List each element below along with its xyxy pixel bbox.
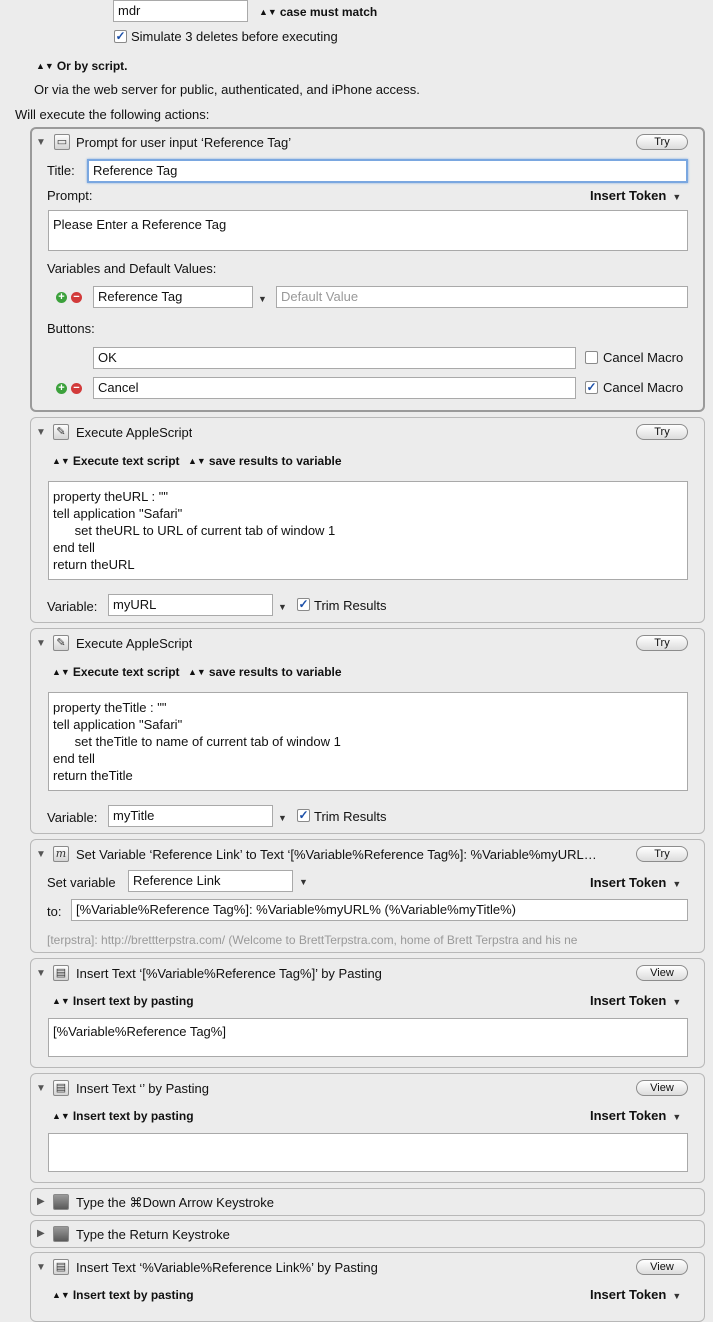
web-server-text: Or via the web server for public, authenticated, and iPhone access. xyxy=(34,82,420,97)
clipboard-icon: ▤ xyxy=(53,1080,69,1096)
view-button[interactable]: View xyxy=(636,965,688,981)
prompt-textarea[interactable]: Please Enter a Reference Tag xyxy=(48,210,688,251)
script-icon: ✎ xyxy=(53,424,69,440)
results-label: save results to variable xyxy=(208,665,342,679)
type-return-action[interactable] xyxy=(30,1220,705,1248)
chevron-down-icon: ▼ xyxy=(672,879,682,889)
title-label: Title: xyxy=(47,163,75,178)
set-variable-action[interactable] xyxy=(30,839,705,953)
title-field[interactable]: Reference Tag xyxy=(87,159,688,183)
disclosure-triangle-icon[interactable]: ▼ xyxy=(36,1083,46,1094)
or-by-script-popup[interactable]: ▲▼ Or by script. xyxy=(36,59,128,73)
results-label: save results to variable xyxy=(208,454,342,468)
disclosure-triangle-collapsed-icon[interactable]: ▶ xyxy=(37,1228,45,1239)
default-value-field[interactable]: Default Value xyxy=(276,286,688,308)
chevron-down-icon: ▼ xyxy=(672,192,682,202)
variable-menu-chevron-icon[interactable]: ▼ xyxy=(278,813,287,823)
action-title: Type the Return Keystroke xyxy=(76,1227,230,1242)
variable-label: Variable: xyxy=(47,810,98,825)
execute-applescript-url-action[interactable] xyxy=(30,417,705,623)
insert-mode-label: Insert text by pasting xyxy=(72,994,194,1008)
trim-results-checkbox[interactable]: ✓ xyxy=(298,597,309,611)
insert-token-label: Insert Token xyxy=(590,188,667,203)
variable-icon: m xyxy=(53,846,69,862)
ok-cancel-macro-checkbox[interactable] xyxy=(585,351,598,364)
prompt-label: Prompt: xyxy=(47,188,93,203)
action-title: Type the ⌘Down Arrow Keystroke xyxy=(76,1195,274,1210)
add-button-icon[interactable]: + xyxy=(56,383,67,394)
try-button[interactable]: Try xyxy=(636,134,688,150)
disclosure-triangle-icon[interactable]: ▼ xyxy=(36,849,46,860)
ok-cancel-macro-label: Cancel Macro xyxy=(603,350,684,365)
script-icon: ✎ xyxy=(53,635,69,651)
insert-token-menu[interactable] xyxy=(590,1287,681,1302)
action-title: Insert Text ‘[%Variable%Reference Tag%]’ by Pasting xyxy=(76,966,382,981)
disclosure-triangle-icon[interactable]: ▼ xyxy=(36,968,46,979)
simulate-deletes-label: Simulate 3 deletes before executing xyxy=(131,29,338,44)
variable-menu-chevron-icon[interactable]: ▼ xyxy=(299,877,308,887)
script-mode-label: Execute text script xyxy=(72,454,180,468)
or-by-script-label: Or by script. xyxy=(56,59,128,73)
insert-token-label: Insert Token xyxy=(590,993,667,1008)
keyboard-icon xyxy=(53,1194,69,1210)
chevron-down-icon: ▼ xyxy=(672,997,682,1007)
variable-menu-chevron-icon[interactable]: ▼ xyxy=(278,602,287,612)
variable-field[interactable]: myTitle xyxy=(108,805,273,827)
buttons-label: Buttons: xyxy=(47,321,95,336)
remove-button-icon[interactable]: − xyxy=(71,383,82,394)
insert-token-label: Insert Token xyxy=(590,1287,667,1302)
button-cancel-field[interactable]: Cancel xyxy=(93,377,576,399)
insert-textarea[interactable]: [%Variable%Reference Tag%] xyxy=(48,1018,688,1057)
window-icon: ▭ xyxy=(54,134,70,150)
try-button[interactable]: Try xyxy=(636,424,688,440)
view-button[interactable]: View xyxy=(636,1080,688,1096)
cancel-cancel-macro-checkbox[interactable]: ✓ xyxy=(586,380,597,394)
insert-text-empty-action[interactable] xyxy=(30,1073,705,1183)
case-match-popup[interactable]: ▲▼ case must match xyxy=(259,5,378,19)
insert-mode-label: Insert text by pasting xyxy=(72,1288,194,1302)
case-match-label: case must match xyxy=(279,5,378,19)
chevron-down-icon: ▼ xyxy=(672,1291,682,1301)
insert-mode-popup[interactable]: ▲▼ Insert text by pasting xyxy=(52,994,194,1008)
remove-variable-icon[interactable]: − xyxy=(71,292,82,303)
clipboard-icon: ▤ xyxy=(53,965,69,981)
insert-token-menu[interactable] xyxy=(590,993,681,1008)
insert-token-label: Insert Token xyxy=(590,1108,667,1123)
insert-mode-popup[interactable]: ▲▼ Insert text by pasting xyxy=(52,1109,194,1123)
try-button[interactable]: Try xyxy=(636,846,688,862)
trim-results-label: Trim Results xyxy=(314,809,387,824)
to-text-field[interactable]: [%Variable%Reference Tag%]: %Variable%myURL% (%Variable%myTitle%) xyxy=(71,899,688,921)
add-variable-icon[interactable]: + xyxy=(56,292,67,303)
variable-label: Variable: xyxy=(47,599,98,614)
set-variable-field[interactable]: Reference Link xyxy=(128,870,293,892)
action-title: Insert Text ‘’ by Pasting xyxy=(76,1081,209,1096)
insert-token-menu[interactable] xyxy=(590,188,681,203)
to-label: to: xyxy=(47,904,62,919)
insert-mode-label: Insert text by pasting xyxy=(72,1109,194,1123)
button-ok-field[interactable]: OK xyxy=(93,347,576,369)
insert-token-menu[interactable] xyxy=(590,875,681,890)
view-button[interactable]: View xyxy=(636,1259,688,1275)
variable-field[interactable]: myURL xyxy=(108,594,273,616)
cancel-cancel-macro-label: Cancel Macro xyxy=(603,380,684,395)
keyboard-icon xyxy=(53,1226,69,1242)
try-button[interactable]: Try xyxy=(636,635,688,651)
will-execute-heading: Will execute the following actions: xyxy=(15,107,210,122)
simulate-deletes-checkbox[interactable]: ✓ xyxy=(115,29,126,43)
prompt-user-input-action[interactable] xyxy=(30,127,705,412)
type-down-arrow-action[interactable] xyxy=(30,1188,705,1216)
action-title: Execute AppleScript xyxy=(76,636,193,651)
action-title: Set Variable ‘Reference Link’ to Text ‘[%Variable%Reference Tag%]: %Variable%myURL… xyxy=(76,847,597,862)
trim-results-label: Trim Results xyxy=(314,598,387,613)
action-title: Prompt for user input ‘Reference Tag’ xyxy=(76,135,292,150)
script-textarea[interactable]: property theURL : "" tell application "Safari" set theURL to URL of current tab of window 1 end tell return theURL xyxy=(48,481,688,580)
disclosure-triangle-icon[interactable]: ▼ xyxy=(36,1262,46,1273)
chevron-down-icon: ▼ xyxy=(672,1112,682,1122)
preview-text: [terpstra]: http://brettterpstra.com/ (Welcome to BrettTerpstra.com, home of Brett Terpstra and his ne xyxy=(47,933,578,947)
script-mode-popup[interactable]: ▲▼ Execute text script xyxy=(52,665,180,679)
disclosure-triangle-icon[interactable]: ▼ xyxy=(36,137,46,148)
trim-results-checkbox[interactable]: ✓ xyxy=(298,808,309,822)
script-mode-popup[interactable]: ▲▼ Execute text script xyxy=(52,454,180,468)
disclosure-triangle-icon[interactable]: ▼ xyxy=(36,638,46,649)
insert-token-menu[interactable] xyxy=(590,1108,681,1123)
insert-token-label: Insert Token xyxy=(590,875,667,890)
action-title: Insert Text ‘%Variable%Reference Link%’ by Pasting xyxy=(76,1260,378,1275)
script-textarea[interactable]: property theTitle : "" tell application "Safari" set theTitle to name of current tab of window 1 end tell return theTitle xyxy=(48,692,688,791)
disclosure-triangle-icon[interactable]: ▼ xyxy=(36,427,46,438)
execute-applescript-title-action[interactable] xyxy=(30,628,705,834)
variable-name-field[interactable]: Reference Tag xyxy=(93,286,253,308)
disclosure-triangle-collapsed-icon[interactable]: ▶ xyxy=(37,1196,45,1207)
insert-textarea[interactable] xyxy=(48,1133,688,1172)
action-title: Execute AppleScript xyxy=(76,425,193,440)
results-popup[interactable]: ▲▼ save results to variable xyxy=(188,454,342,468)
variables-label: Variables and Default Values: xyxy=(47,261,217,276)
variable-menu-chevron-icon[interactable]: ▼ xyxy=(258,294,267,304)
insert-text-reference-link-action[interactable] xyxy=(30,1252,705,1322)
results-popup[interactable]: ▲▼ save results to variable xyxy=(188,665,342,679)
script-mode-label: Execute text script xyxy=(72,665,180,679)
insert-mode-popup[interactable]: ▲▼ Insert text by pasting xyxy=(52,1288,194,1302)
set-variable-label: Set variable xyxy=(47,875,116,890)
insert-text-reference-tag-action[interactable] xyxy=(30,958,705,1068)
clipboard-icon: ▤ xyxy=(53,1259,69,1275)
trigger-text-field[interactable]: mdr xyxy=(113,0,248,22)
